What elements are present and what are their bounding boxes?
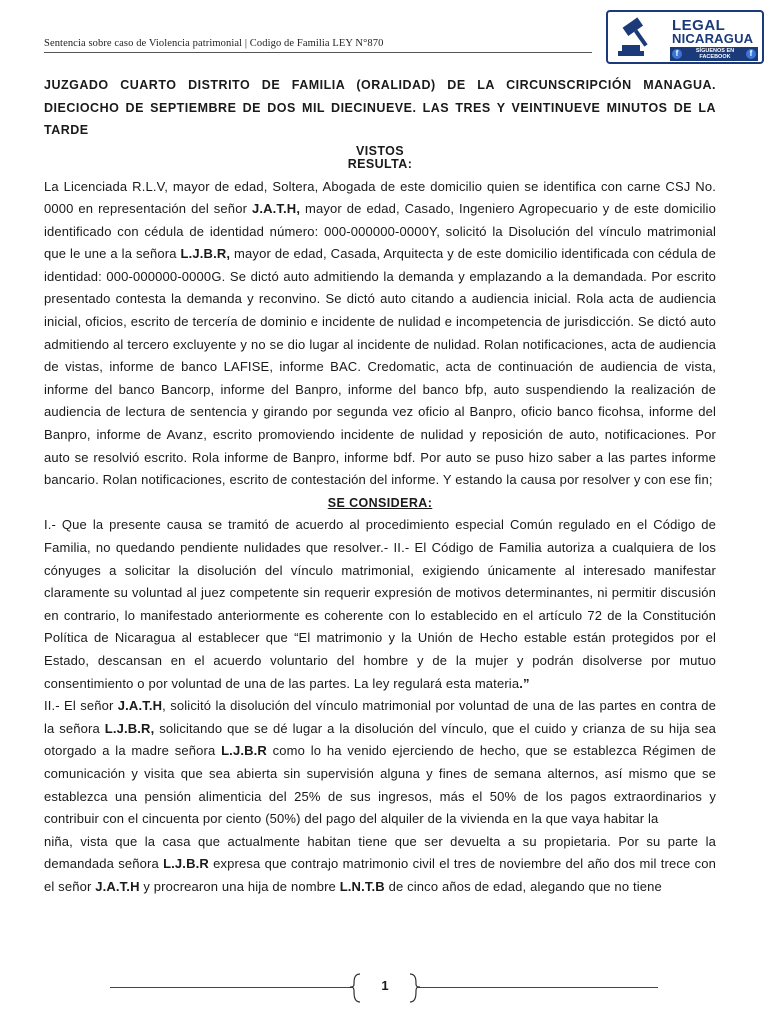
text-run: de cinco años de edad, alegando que no tiene [384,878,662,894]
gavel-icon [614,15,658,59]
page-number: 1 [381,978,389,993]
running-header-title: Sentencia sobre caso de Violencia patrimonial | Codigo de Familia LEY N°870 [44,38,384,49]
facebook-icon: f [672,49,682,59]
text-run: La Licenciada R.L.V, mayor de edad, Soltera, Abogada de este domicilio quien se identifica con carne CSJ No. 0000 en representación del señor [44,178,716,217]
party-initials: J.A.T.H [117,698,163,714]
footer-divider-right [418,987,658,988]
text-run: y procrearon una hija de nombre [139,878,340,894]
paragraph-considera-3 [44,831,716,899]
party-initials: J.A.T.H, [251,201,301,217]
heading-se-considera: SE CONSIDERA: [327,495,433,510]
facebook-icon: f [746,49,756,59]
text-run: II.- El señor [44,698,118,714]
party-initials: L.J.B.R, [180,246,231,262]
paragraph-considera-1 [44,514,716,695]
heading-resulta: RESULTA: [347,156,413,171]
logo-tagline: SÍGUENOS EN FACEBOOK [695,48,735,60]
legal-nicaragua-logo[interactable] [606,10,764,64]
party-initials: L.N.T.B [339,878,385,894]
text-run: expresa que contrajo matrimonio civil el tres de noviembre del año dos mil trece con el señor [44,856,716,894]
paragraph-considera-2 [44,695,716,831]
party-initials: L.J.B.R, [104,720,155,736]
party-initials: J.A.T.H [95,878,140,894]
page-number-badge [350,972,420,1004]
heading-vistos: VISTOS [355,143,405,158]
text-run: mayor de edad, Casado, Ingeniero Agropecuario y de este domicilio identificado con cédula de identidad número: 000-000000-0000Y, solicitó la Disolución del vínculo matrimonial que le une a la señora [44,201,716,262]
party-initials: L.J.B.R [163,856,209,872]
court-title: JUZGADO CUARTO DISTRITO DE FAMILIA (ORALIDAD) DE LA CIRCUNSCRIPCIÓN MANAGUA. DIECIOCHO DE SEPTIEMBRE DE DOS MIL DIECINUEVE. LAS TRES Y VEINTINUEVE MINUTOS DE LA TARDE [44,78,716,137]
footer-divider-left [110,987,352,988]
header-divider [44,52,592,53]
logo-text-legal: LEGAL [672,17,726,34]
text-run: mayor de edad, Casada, Arquitecta y de este domicilio identificada con cédula de identidad: 000-000000-0000G. Se dictó auto admitiendo la demanda y emplazando a la demandada. Por escrito presentado contesta la demanda y reconvino. Se dictó auto citando a audiencia inicial. Rola acta de audiencia inicial, oficios, escrito de tercería de dominio e incidente de nulidad e incompetencia de jurisdicción. Se dictó auto admitiendo al tercero excluyente y no se dio lugar al incidente de nulidad. Rolan notificaciones, acta de audiencia de vistas, informe de banco LAFISE, informe BAC. Credomatic, acta de continuación de audiencia de vista, informe del banco Bancorp, informe del Banpro, informe del banco bfp, auto suspendiendo la realización de audiencia de lectura de sentencia y girando por segunda vez oficio al Banpro, oficio banco ficohsa, informe del Banpro, informe de Avanz, escrito promoviendo incidente de nulidad y reposición de auto, notificaciones. Por auto se resolvió escrito. Rola informe de Banpro, informe bdf. Por auto se puso hizo saber a las partes informe bancario. Rolan notificaciones, escrito de contestación del informe. Y estando la causa por resolver y con ese fin; [44,246,716,488]
party-initials: L.J.B.R [221,743,267,759]
text-run: niña, vista que la casa que actualmente habitan tiene que ser devuelta a su propietaria. Por su parte la demandada señora [44,833,716,872]
text-run: , solicitó la disolución del vínculo matrimonial por voluntad de una de las partes en contra de la señora [44,698,716,736]
logo-text-nicaragua: NICARAGUA [672,31,754,46]
logo-facebook-bar [670,47,758,61]
paragraph-resulta [44,176,716,492]
text-run: solicitando que se dé lugar a la disolución del vínculo, que el cuido y crianza de su hija sea otorgado a la madre señora [44,720,716,759]
text-run: como lo ha venido ejerciendo de hecho, que se establezca Régimen de comunicación y visita que sea abierta sin supervisión alguna y fines de semana alternos, así mismo que se establezca una pensión alimenticia del 25% de sus ingresos, más el 50% de los pagos extraordinarios y contribuir con el cincuenta por ciento (50%) del pago del alquiler de la vivienda en la que vaya habitar la [44,743,716,827]
document-body [44,74,716,899]
text-run: I.- Que la presente causa se tramitó de acuerdo al procedimiento especial Común regulado en el Código de Familia, no quedando pendiente nulidades que resolver.- II.- El Código de Familia autoriza a cualquiera de los cónyuges a solicitar la disolución del vínculo matrimonial, exigiendo únicamente al interesado manifestar claramente su voluntad al juez competente sin requerir expresión de motivos determinantes, ni permitir discusión en contrario, lo manifestado anteriormente es coherente con lo establecido en el artículo 72 de la Constitución Política de Nicaragua al establecer que “El matrimonio y la Unión de Hecho estable están protegidos por el Estado, descansan en el acuerdo voluntario del hombre y de la mujer y podrán disolverse por mutuo consentimiento o por voluntad de una de las partes. La ley regulará esta materia [44,517,716,691]
quote-close: .” [519,675,530,691]
